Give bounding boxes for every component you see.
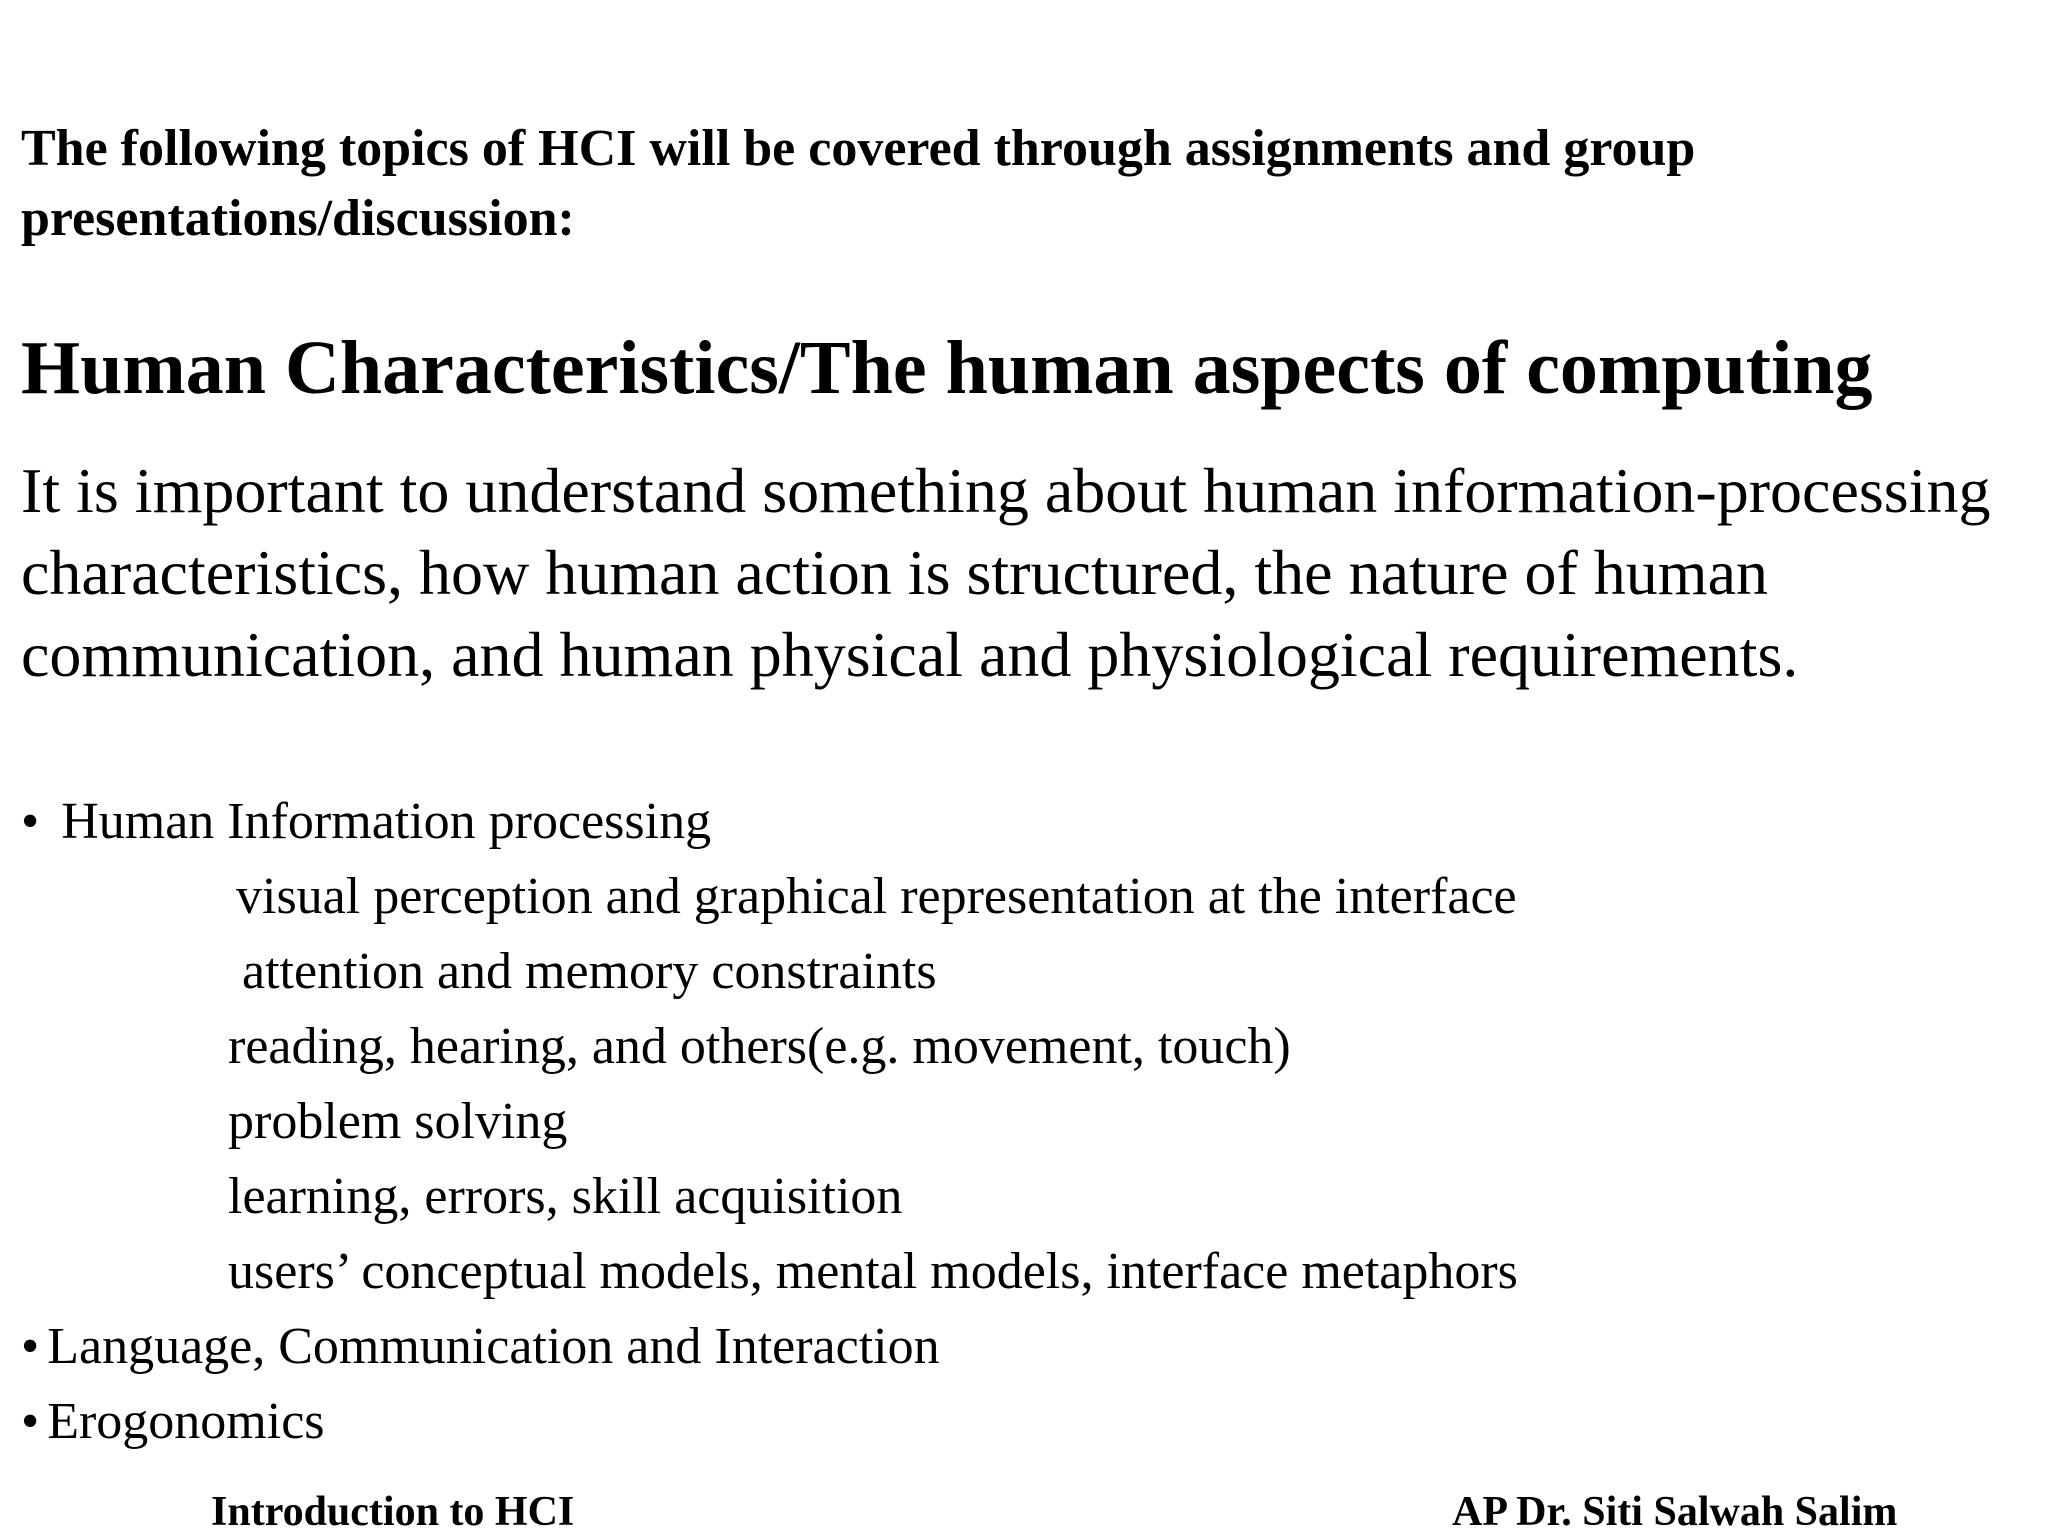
subitem: problem solving bbox=[228, 1093, 568, 1150]
section-heading: Human Characteristics/The human aspects of computing bbox=[21, 326, 1873, 410]
intro-text: The following topics of HCI will be covered through assignments and group presentations/discussion: bbox=[21, 120, 1696, 247]
bullet-marker: • bbox=[21, 1393, 40, 1450]
footer-author: AP Dr. Siti Salwah Salim bbox=[1452, 1489, 1898, 1535]
bullet-label: Erogonomics bbox=[47, 1393, 325, 1450]
subitem: learning, errors, skill acquisition bbox=[228, 1168, 903, 1225]
bullet-item bbox=[21, 1387, 325, 1457]
bullet-label: Language, Communication and Interaction bbox=[47, 1318, 940, 1375]
subitem: reading, hearing, and others(e.g. movement, touch) bbox=[228, 1018, 1291, 1075]
subitem: attention and memory constraints bbox=[242, 943, 937, 1000]
bullet-marker: • bbox=[21, 1318, 40, 1375]
description-paragraph: It is important to understand something about human information-processing characteristics, how human action is structured, the nature of human communication, and human physical and physiological requirements. bbox=[21, 455, 1991, 690]
subitem: visual perception and graphical representation at the interface bbox=[236, 868, 1517, 925]
subitem: users’ conceptual models, mental models, interface metaphors bbox=[228, 1243, 1518, 1300]
bullet-marker: • bbox=[21, 793, 40, 850]
bullet-label: Human Information processing bbox=[61, 793, 712, 850]
footer-course-title: Introduction to HCI bbox=[211, 1489, 575, 1535]
bullet-item bbox=[21, 787, 711, 857]
bullet-item bbox=[21, 1312, 940, 1382]
